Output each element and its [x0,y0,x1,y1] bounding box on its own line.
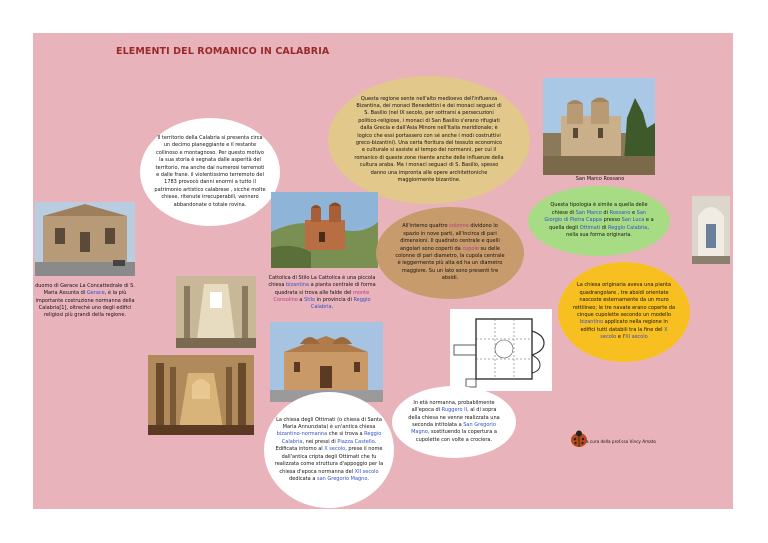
link-san-marco[interactable]: San Marco [575,209,602,216]
link-gerace[interactable]: Gerace [86,290,105,297]
link-piazza-castello[interactable]: Piazza Castello [337,438,375,445]
territory-text: Il territorio della Calabria si presenta circa un decimo pianeggiante e il restante collinoso e montagnoso. Per questo motivo la sua storia è segnata dalle asperità del territorio, ma anche dai numerosi terremoti e dalle frane. il violentissimo terremoto del 1783 provocò danni enormi a tutto il patrimonio artistico calabrese , sicchè molte chiese, ritenute irrecuperabili, vennero abbandonate o totale rovina. [154,134,266,208]
ottimati-text: La chiesa degli Ottimati (o chiesa di Santa Maria Annunziata) è un'antica chiesa bizantino-normanna che si trova a Reggio Calabria, nei pressi di Piazza Castello. Edificata intorno al X secolo, prese il nome dall'antica cripta degli Ottimati che fu realizzata come struttura d'appoggio per la chiesa d'epoca normanna del XII secolo dedicata a san Gregorio Magno. [274,416,384,482]
ottimati-interior-photo [148,355,254,435]
link-stilo[interactable]: Stilo [304,296,316,303]
original-church-text: La chiesa originaria aveva una pianta quadrangolare , tre absidi orientate nascoste esternamente da un muro rettilineo; le tre navate erano coperte da cinque cupolette secondo un modello bizantino applicato nella regione in edifici tutti databili tra la fine del X secolo e l'XI secolo [572,282,676,341]
link-ruggero-ii[interactable]: Ruggero II [441,407,468,414]
ottimati-bubble [264,392,394,508]
typology-text: Questa tipologia è simile a quella delle chiese di San Marco di Rossano e San Giorgio di Pietra Cappa presso San Luca e a quella degli Ottimati di Reggio Calabria, nella sua forma originaria. [544,202,654,239]
link-xii-secolo[interactable]: XII secolo [354,468,379,475]
san-marco-caption: San Marco Rossano [575,176,625,182]
cattolica-stilo-caption: Cattolica di Stilo La Cattolica è una piccola chiesa bizantina a pianta centrale di forma quadrata si trova alle falde del monte Consolino a Stilo in provincia di Reggio Calabria. [268,275,376,311]
church-interior-photo-right [692,196,730,264]
link-rossano[interactable]: Rossano [609,209,631,216]
columns-text: All'interno quattro colonne dividono lo spazio in nove parti, all'incirca di pari dimensioni. Il quadrato centrale e quelli angolari sono coperti da cupole su delle colonne di pari diametro, la cupola centrale è leggermente più alta ed ha un diametro maggiore. Su un lato sono presenti tre absidi. [395,223,505,282]
intro-bubble [328,76,530,204]
link-colonne[interactable]: colonne [449,223,469,230]
link-ottimati[interactable]: Ottimati [579,224,601,231]
gerace-photo [35,202,135,276]
cattolica-stilo-photo [271,192,378,268]
link-bizantino[interactable]: bizantino [580,319,604,326]
link-x-secolo-ottimati[interactable]: X secolo [324,446,346,453]
link-san-luca[interactable]: San Luca [621,217,645,224]
link-san-gregorio-magno[interactable]: san Gregorio Magno [316,475,368,482]
link-reggio-calabria-stilo[interactable]: Reggio Calabria [310,296,371,311]
link-reggio-calabria-ottimati[interactable]: Reggio Calabria [281,431,382,445]
link-monte-consolino[interactable]: monte Consolino [273,289,370,303]
territory-bubble [140,118,280,226]
gerace-interior-photo [176,276,256,348]
original-church-bubble [558,262,690,362]
link-bizantino-normanna[interactable]: bizantino-normanna [276,431,328,438]
gerace-caption: duomo di Gerace La Concattedrale di S. Maria Assunta di Gerace, è la più importante costruzione normanna della Calabria[1], oltreché uno degli edifici religiosi più grandi della regione. [35,283,135,319]
link-bizantina[interactable]: bizantina [285,282,309,289]
ottimati-photo [270,322,383,402]
link-reggio-calabria[interactable]: Reggio Calabria [607,224,648,231]
link-cupole[interactable]: cupole [462,245,479,252]
normans-bubble [392,386,516,458]
intro-text: Questa regione sente nell'alto medioevo dell'influenza Bizantina, dei monaci Benedettini e dei monaci seguaci di S. Basilio (nel IX secolo, per sottrarsi a persecuzioni politico-religiose, i monaci di San Basilio s'erano rifugiati dalla Grecia e dall'Asia Minore nell'Italia meridionale; è logico che essi portassero con sé anche i modi costruttivi greco-bizantini). Una certa fioritura del tessuto economico e culturale si assiste al tempo dei normanni, per cui il romanico di queste zone risente anche delle influenze della cultura araba. Ma i monaci seguaci di S. Basilio, spesso danno una impronta alle opere architettoniche maggiormente bizantine. [354,95,504,184]
link-san-giorgio[interactable]: San Giorgio di Pietra Cappa [544,209,647,224]
san-marco-photo [543,78,655,175]
typology-bubble [528,186,670,256]
floor-plan-drawing [450,309,552,391]
credit-text: a cura della prof.ssa Vincy Amato [586,439,656,444]
link-xi-secolo[interactable]: XI secolo [625,334,648,341]
link-x-secolo[interactable]: X secolo [600,326,668,341]
link-san-gregorio-magno-2[interactable]: San Gregorio Magno [411,422,496,436]
normans-text: In età normanna, probabilmente all'epoca di Ruggero II, al di sopra della chiesa ne venne realizzata una seconda intitolata a San Gregorio Magno, sostituendo la copertura a cupolette con volte a crociera. [408,399,500,443]
page-title: ELEMENTI DEL ROMANICO IN CALABRIA [116,46,330,57]
columns-bubble [376,207,524,299]
